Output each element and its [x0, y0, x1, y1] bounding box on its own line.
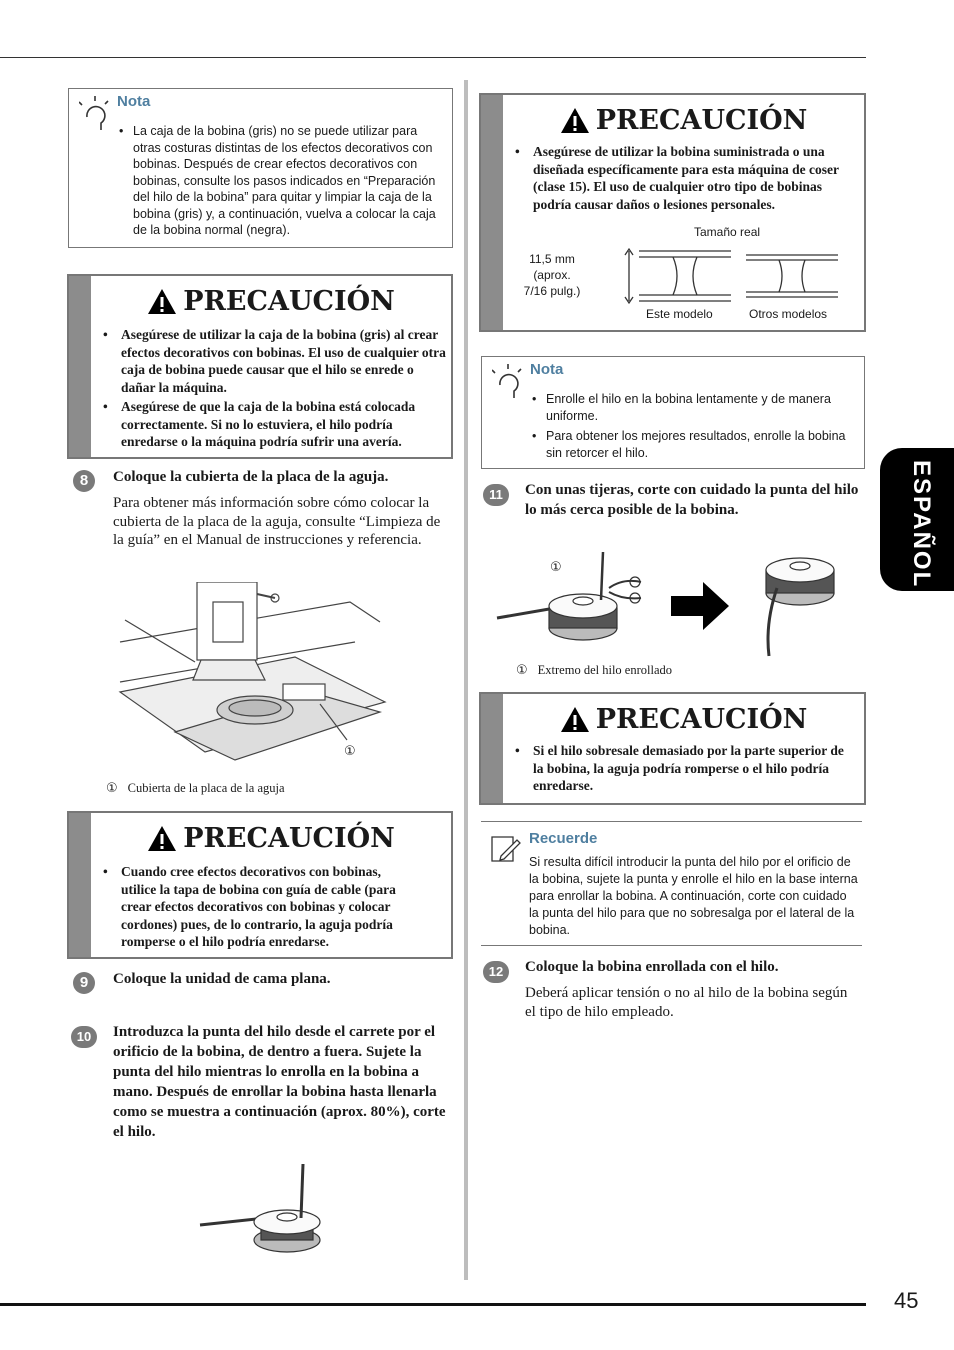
- remember-box: [481, 821, 862, 946]
- caution-list: [99, 863, 415, 953]
- callout-1: ①: [550, 560, 562, 575]
- figure-caption-needle-plate: [106, 779, 285, 797]
- note-item: • Para obtener los mejores resultados, enrolle la bobina sin retorcer el hilo.: [530, 428, 858, 461]
- note-box-bobbin-case: [68, 88, 453, 248]
- dimension-mm: 11,5 mm: [529, 252, 575, 266]
- caution-heading: [91, 823, 451, 854]
- caution-box-bobbin-case: [67, 274, 453, 459]
- step-number-10: 10: [71, 1026, 97, 1048]
- memo-pencil-icon: [491, 836, 521, 862]
- note-item: • La caja de la bobina (gris) no se puede utilizar para otras costuras distintas de los efectos decorativos con bobinas. Después de crear efectos decorativos con bobinas, consulte los pasos indicados en “Preparación del hilo de la bobina” para quitar y limpiar la caja de la bobina (gris) y, a continuación, vuelva a colocar la caja de la bobina normal (negra).: [117, 123, 447, 239]
- caution-item: • Asegúrese de utilizar la caja de la bobina (gris) al crear efectos decorativos con bobinas. El uso de cualquier otra caja de bobina puede causar que el hilo se enrede o dañar la máquina.: [99, 326, 447, 396]
- caution-heading: [503, 105, 864, 136]
- caution-band: [481, 95, 503, 330]
- warning-triangle-icon: [147, 825, 177, 852]
- step-8-body: Para obtener más información sobre cómo colocar la cubierta de la placa de la aguja, consulte “Limpieza de la guía” en el Manual de instrucciones y referencia.: [113, 495, 441, 548]
- caution-item: • Asegúrese de que la caja de la bobina está colocada correctamente. Si no lo estuviera, el hilo podría enredarse o la máquina podría sufrir una avería.: [99, 398, 447, 451]
- column-divider: [464, 80, 468, 1280]
- caution-title: PRECAUCIÓN: [595, 704, 808, 735]
- caution-box-thread-protrude: [479, 692, 866, 805]
- caution-band: [69, 276, 91, 457]
- caution-box-cable-guide: [67, 811, 453, 959]
- top-rule: [0, 57, 866, 58]
- caution-title: PRECAUCIÓN: [183, 823, 395, 854]
- caption-marker: ①: [106, 781, 118, 796]
- note-list: [117, 123, 447, 243]
- step-11-title: Con unas tijeras, corte con cuidado la punta del hilo lo más cerca posible de la bobina.: [525, 482, 859, 518]
- note-title: Nota: [530, 361, 564, 378]
- this-model-bobbin: [639, 251, 731, 301]
- lightbulb-note-icon: [492, 363, 524, 403]
- caption-text: Extremo del hilo enrollado: [537, 663, 672, 677]
- language-tab-label: ESPAÑOL: [908, 460, 935, 589]
- arrow-right-icon: [671, 582, 729, 630]
- caution-list: [511, 742, 856, 797]
- step-number-8: 8: [73, 470, 95, 492]
- remember-title: Recuerde: [529, 830, 598, 847]
- dimension-label: [517, 251, 587, 299]
- language-tab: [880, 448, 954, 591]
- remember-text: Si resulta difícil introducir la punta del hilo por el orificio de la bobina, sujete la punta y enrolle el hilo en la base interna para enrollar la bobina. A continuación, corte con cuidado la punta del hilo para que no sobresalga por el lateral de la bobina.: [529, 855, 858, 937]
- caution-box-bobbin-type: [479, 93, 866, 332]
- needle-plate-cover-illustration: [115, 582, 405, 777]
- caption-text: Cubierta de la placa de la aguja: [127, 781, 285, 795]
- warning-triangle-icon: [560, 706, 590, 733]
- height-arrow: [625, 249, 633, 303]
- callout-1: ①: [344, 744, 356, 759]
- step-number-12: 12: [483, 961, 509, 983]
- step-number-9: 9: [73, 972, 95, 994]
- warning-triangle-icon: [560, 107, 590, 134]
- caution-list: [99, 326, 447, 453]
- bobbin-comparison-diagram: [621, 245, 846, 307]
- figure-caption-thread-end: [516, 661, 672, 679]
- this-model-label: Este modelo: [646, 307, 713, 321]
- other-model-bobbin: [746, 255, 838, 297]
- real-size-label: Tamaño real: [694, 225, 761, 239]
- caution-band: [69, 813, 91, 957]
- caution-title: PRECAUCIÓN: [595, 105, 808, 136]
- caution-item: • Asegúrese de utilizar la bobina suministrada o una diseñada específicamente para esta máquina de coser (clase 15). El uso de cualquier otro tipo de bobinas podría causar daños o lesiones personales.: [511, 143, 856, 213]
- page-number: 45: [894, 1288, 919, 1313]
- dimension-approx: (aprox.: [533, 268, 571, 282]
- caution-heading: [503, 704, 864, 735]
- step-8-title: Coloque la cubierta de la placa de la aguja.: [113, 469, 389, 485]
- caution-item: • Si el hilo sobresale demasiado por la parte superior de la bobina, la aguja podría romperse o el hilo podría enredarse.: [511, 742, 856, 795]
- step-12-body: Deberá aplicar tensión o no al hilo de la bobina según el tipo de hilo empleado.: [525, 985, 848, 1020]
- lightbulb-note-icon: [79, 95, 111, 135]
- other-models-label: Otros modelos: [749, 307, 828, 321]
- step-12-title: Coloque la bobina enrollada con el hilo.: [525, 959, 779, 975]
- note-box-winding: [481, 356, 865, 469]
- step-number-11: 11: [483, 484, 509, 506]
- step-10-title: Introduzca la punta del hilo desde el carrete por el orificio de la bobina, de dentro a fuera. Sujete la punta del hilo mientras lo enrolla en la bobina a mano. Después de enrollar la bobina hasta llenarla como se muestra a continuación (aprox. 80%), corte el hilo.: [113, 1024, 446, 1140]
- note-title: Nota: [117, 93, 151, 110]
- step-9-title: Coloque la unidad de cama plana.: [113, 971, 331, 987]
- note-list: [530, 391, 858, 465]
- caution-band: [481, 694, 503, 803]
- dimension-inch: 7/16 pulg.): [523, 284, 581, 298]
- warning-triangle-icon: [147, 288, 177, 315]
- bottom-rule: [0, 1303, 866, 1306]
- caution-heading: [91, 286, 451, 317]
- note-item: • Enrolle el hilo en la bobina lentamente y de manera uniforme.: [530, 391, 858, 424]
- caution-title: PRECAUCIÓN: [183, 286, 395, 317]
- caption-marker: ①: [516, 663, 528, 678]
- caution-item: • Cuando cree efectos decorativos con bobinas, utilice la tapa de bobina con guía de cable (para crear efectos decorativos con bobinas y colocar cordones) pues, de lo contrario, la aguja podría romperse o el hilo podría enredarse.: [99, 863, 415, 951]
- caution-list: [511, 143, 856, 215]
- wound-bobbin-illustration: [195, 1160, 325, 1262]
